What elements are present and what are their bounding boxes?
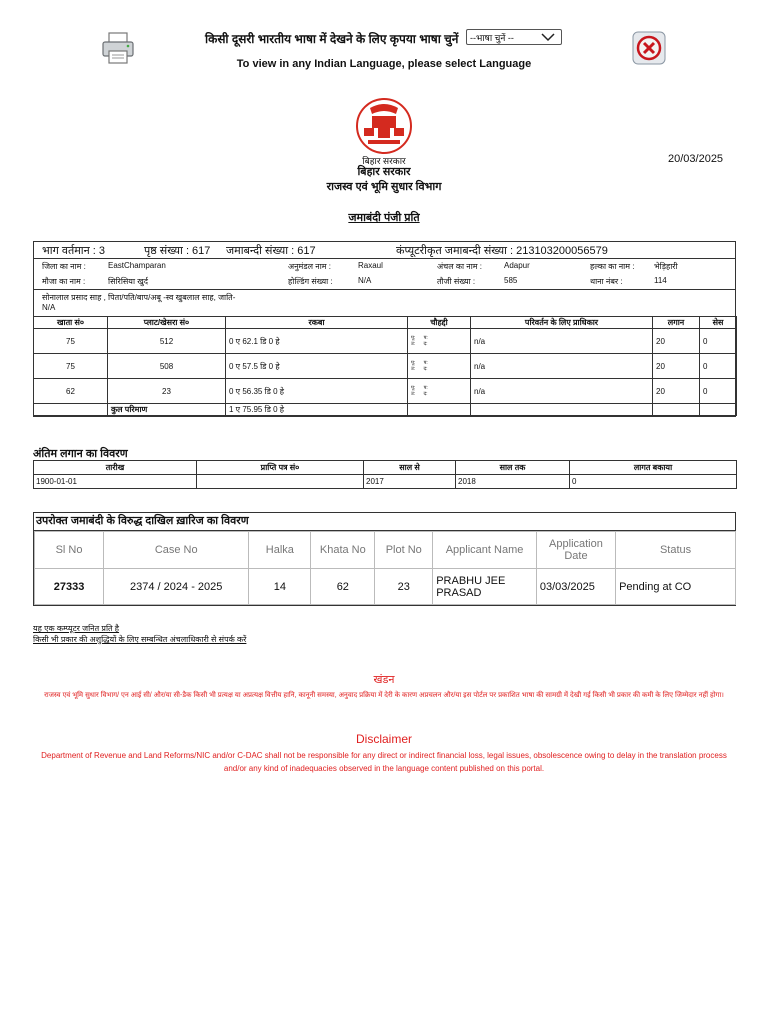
plot-table: [33, 316, 737, 416]
table-row: [34, 354, 737, 379]
mauja-label: मौजा का नाम :: [42, 277, 86, 286]
header-year-from: साल से: [364, 461, 456, 475]
circle-value: Adapur: [504, 261, 530, 270]
department-name: राजस्व एवं भूमि सुधार विभाग: [326, 181, 442, 193]
header-case-no: Case No: [104, 532, 249, 569]
header-area: रकबा: [226, 317, 408, 329]
plot-cell: 508: [108, 354, 226, 379]
header-lagan: लगान: [653, 317, 700, 329]
document-date: 20/03/2025: [668, 153, 724, 165]
government-name: बिहार सरकार: [357, 166, 411, 178]
disclaimer-text: Department of Revenue and Land Reforms/NIC and/or C-DAC shall not be responsible for any direct or indirect financial loss, legal issues, obsolescence owing to delay in the translation process and/or any kind of inadequacies observed in the language content published on this portal.: [41, 751, 727, 773]
plot-table-header: [34, 317, 737, 329]
mauja-value: सिरिसिया खुर्द: [108, 277, 149, 286]
header-halka: Halka: [249, 532, 311, 569]
district-label: जिला का नाम :: [42, 262, 86, 271]
header-plot: प्लाट/खेसरा सं०: [108, 317, 226, 329]
lagan-date: 1900-01-01: [34, 475, 197, 489]
case-plot: 23: [375, 569, 433, 605]
language-select-value: --भाषा चुनें --: [470, 33, 514, 43]
owner-name: सोनालाल प्रसाद साह , पिता/पति/बाप/अबू -स्व खुबलाल साह, जाति-: [42, 293, 236, 302]
document-title: जमाबंदी पंजी प्रति: [348, 212, 420, 224]
computerized-number: कंप्यूटरीकृत जमाबन्दी संख्या : 213103200056579: [396, 245, 608, 257]
table-row: [34, 475, 737, 489]
owner-details: [34, 289, 735, 316]
header-receipt: प्राप्ति पत्र सं०: [197, 461, 364, 475]
language-select[interactable]: [466, 29, 562, 45]
cases-table-header: [35, 532, 736, 569]
header-boundary: चौहद्दी: [408, 317, 471, 329]
jamabandi-record: [33, 241, 736, 417]
halka-value: भेड़िहारी: [654, 262, 678, 271]
header-app-date: Application Date: [536, 532, 615, 569]
header-plot-no: Plot No: [375, 532, 433, 569]
chevron-down-icon: [541, 31, 555, 47]
boundary-south: द:: [423, 341, 428, 347]
summary-row: [34, 242, 735, 259]
language-prompt: किसी दूसरी भारतीय भाषा में देखने के लिए कृपया भाषा चुनें: [205, 32, 459, 46]
lagan-cell: 20: [653, 329, 700, 354]
hindi-disclaimer-title: खंडन: [373, 674, 395, 686]
khata-cell: 75: [34, 329, 108, 354]
header-authority: परिवर्तन के लिए प्राधिकार: [471, 317, 653, 329]
plot-cell: 512: [108, 329, 226, 354]
boundary-north: उ:: [411, 341, 416, 347]
ses-cell: 0: [700, 379, 737, 404]
government-label: बिहार सरकार: [362, 156, 406, 166]
header-khata: खाता सं०: [34, 317, 108, 329]
case-khata: 62: [311, 569, 375, 605]
area-cell: 0 ए 56.35 डि 0 हे: [226, 379, 408, 404]
lagan-cell: 20: [653, 354, 700, 379]
lagan-table-header: [34, 461, 737, 475]
khata-cell: 75: [34, 354, 108, 379]
boundary-west: प:: [423, 385, 428, 391]
district-value: EastChamparan: [108, 261, 166, 270]
cases-table: [34, 531, 736, 605]
lagan-year-to: 2018: [456, 475, 570, 489]
boundary-west: प:: [423, 335, 428, 341]
total-area: 1 ए 75.95 डि 0 हे: [226, 404, 408, 416]
header-khata-no: Khata No: [311, 532, 375, 569]
lagan-dues: 0: [570, 475, 737, 489]
header-year-to: साल तक: [456, 461, 570, 475]
boundary-north: उ:: [411, 366, 416, 372]
table-row: [34, 329, 737, 354]
boundary-south: द:: [423, 366, 428, 372]
case-status: Pending at CO: [616, 569, 736, 605]
info-row-1: [34, 259, 735, 274]
table-row: [34, 379, 737, 404]
tauji-value: 585: [504, 276, 518, 285]
hindi-disclaimer-text: राजस्व एवं भूमि सुधार विभाग/ एन आई सी/ और/या सी-डैक किसी भी प्रत्यक्ष या अप्रत्यक्ष वित्तीय हानि, कानूनी समस्या, अनुवाद प्रक्रिया में देरी के कारण अप्रचलन और/या इस पोर्टल पर प्रकाशित भाषा की सामग्री में देखी गई किसी भी प्रकार की कमी के लिए जिम्मेदार नहीं होगा।: [44, 692, 724, 699]
boundary-east: पू:: [411, 360, 416, 366]
boundary-east: पू:: [411, 335, 416, 341]
case-sl-no: 27333: [35, 569, 104, 605]
holding-value: N/A: [358, 276, 372, 285]
authority-cell: n/a: [471, 379, 653, 404]
case-applicant: PRABHU JEE PRASAD: [433, 569, 537, 605]
case-halka: 14: [249, 569, 311, 605]
header-dues: लागत बकाया: [570, 461, 737, 475]
header-date: तारीख: [34, 461, 197, 475]
page-number: पृष्ठ संख्या : 617: [144, 245, 211, 257]
ses-cell: 0: [700, 354, 737, 379]
authority-cell: n/a: [471, 329, 653, 354]
owner-caste: N/A: [42, 303, 56, 312]
tauji-label: तौजी संख्या :: [437, 277, 476, 286]
disclaimer-title: Disclaimer: [355, 732, 412, 746]
total-label: कुल परिमाण: [108, 404, 226, 416]
lagan-table: [33, 460, 737, 489]
boundary-north: उ:: [411, 391, 416, 397]
lagan-year-from: 2017: [364, 475, 456, 489]
cases-section-title: उपरोक्त जमाबंदी के विरुद्ध दाखिल ख़ारिज का विवरण: [34, 513, 735, 531]
holding-label: होल्डिंग संख्या :: [288, 277, 333, 286]
authority-cell: n/a: [471, 354, 653, 379]
lagan-cell: 20: [653, 379, 700, 404]
jamabandi-number: जमाबन्दी संख्या : 617: [226, 245, 316, 257]
boundary-cell: [408, 354, 471, 379]
total-row: [34, 404, 737, 416]
mutation-cases: [33, 512, 736, 606]
header-sl-no: Sl No: [35, 532, 104, 569]
boundary-cell: [408, 379, 471, 404]
lagan-receipt: [197, 475, 364, 489]
case-app-date: 03/03/2025: [536, 569, 615, 605]
case-number: 2374 / 2024 - 2025: [104, 569, 249, 605]
boundary-east: पू:: [411, 385, 416, 391]
boundary-west: प:: [423, 360, 428, 366]
lagan-section-title: अंतिम लगान का विवरण: [33, 448, 128, 460]
area-cell: 0 ए 62.1 डि 0 हे: [226, 329, 408, 354]
circle-label: अंचल का नाम :: [437, 262, 483, 271]
plot-cell: 23: [108, 379, 226, 404]
header-ses: सेस: [700, 317, 737, 329]
subdivision-value: Raxaul: [358, 261, 383, 270]
subdivision-label: अनुमंडल नाम :: [288, 262, 332, 271]
thana-label: थाना नंबर :: [590, 277, 623, 286]
boundary-cell: [408, 329, 471, 354]
halka-label: हल्का का नाम :: [590, 262, 635, 271]
close-icon[interactable]: [632, 31, 666, 65]
ses-cell: 0: [700, 329, 737, 354]
bihar-emblem-logo: [350, 98, 418, 154]
info-row-2: [34, 274, 735, 289]
area-cell: 0 ए 57.5 डि 0 हे: [226, 354, 408, 379]
khata-cell: 62: [34, 379, 108, 404]
computer-generated-note: यह एक कम्प्यूटर जनित प्रति है: [33, 624, 120, 633]
contact-note: किसी भी प्रकार की अशुद्धियों के लिए सम्बन्धित अंचलाधिकारी से संपर्क करें: [33, 635, 247, 644]
bhag-number: भाग वर्तमान : 3: [42, 245, 106, 257]
header-applicant: Applicant Name: [433, 532, 537, 569]
header-status: Status: [616, 532, 736, 569]
thana-value: 114: [654, 276, 667, 285]
boundary-south: द:: [423, 391, 428, 397]
table-row: [35, 569, 736, 605]
language-prompt-english: To view in any Indian Language, please select Language: [236, 58, 532, 70]
